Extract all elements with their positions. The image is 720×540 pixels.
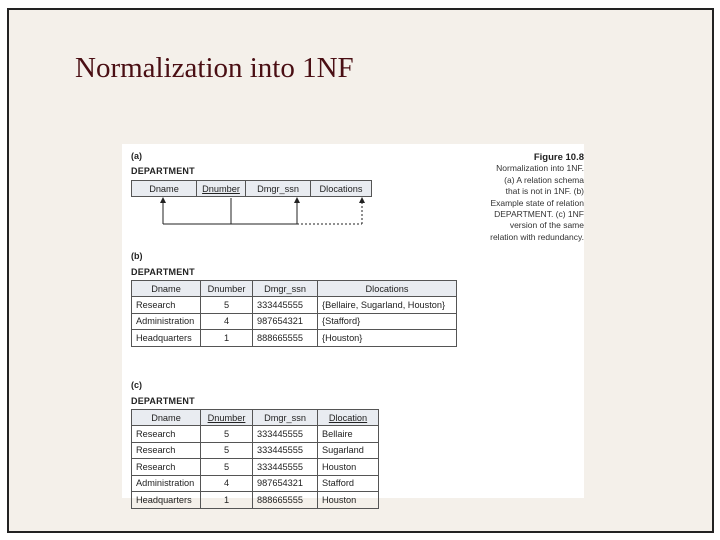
- cell-dname: Research: [132, 442, 201, 459]
- table-row: [132, 459, 379, 476]
- table-row: [132, 426, 379, 443]
- cell-dnumber: 5: [201, 442, 253, 459]
- slide-title: Normalization into 1NF: [75, 52, 354, 84]
- cell-dname: Administration: [132, 475, 201, 492]
- part-c-table: [131, 409, 379, 509]
- cell-dlocation: Sugarland: [318, 442, 379, 459]
- column-header-dnumber: Dnumber: [197, 181, 246, 197]
- caption-line: DEPARTMENT. (c) 1NF: [494, 209, 584, 220]
- cell-dnumber: 5: [201, 297, 253, 314]
- table-row: [132, 297, 457, 314]
- cell-dnumber: 1: [201, 492, 253, 509]
- column-header-dname: Dname: [132, 410, 201, 426]
- cell-dlocations: {Houston}: [318, 330, 457, 347]
- caption-title: Figure 10.8: [533, 152, 584, 163]
- cell-dnumber: 5: [201, 426, 253, 443]
- part-b-label: (b): [131, 251, 143, 261]
- cell-dlocations: {Bellaire, Sugarland, Houston}: [318, 297, 457, 314]
- caption-line: Example state of relation: [490, 197, 584, 208]
- cell-dmgr-ssn: 333445555: [253, 297, 318, 314]
- part-b-relation-name: DEPARTMENT: [131, 267, 195, 277]
- cell-dnumber: 5: [201, 459, 253, 476]
- column-header-dname: Dname: [132, 181, 197, 197]
- cell-dname: Headquarters: [132, 330, 201, 347]
- caption-line: relation with redundancy.: [490, 231, 584, 242]
- cell-dname: Headquarters: [132, 492, 201, 509]
- cell-dmgr-ssn: 333445555: [253, 459, 318, 476]
- column-header-dlocations: Dlocations: [311, 181, 372, 197]
- column-header-dmgr-ssn: Dmgr_ssn: [253, 410, 318, 426]
- cell-dlocation: Houston: [318, 459, 379, 476]
- cell-dmgr-ssn: 333445555: [253, 426, 318, 443]
- part-a-label: (a): [131, 151, 142, 161]
- table-row: [132, 330, 457, 347]
- cell-dmgr-ssn: 888665555: [253, 330, 318, 347]
- figure-10-8: [122, 144, 584, 505]
- cell-dname: Research: [132, 426, 201, 443]
- cell-dlocation: Stafford: [318, 475, 379, 492]
- table-row: [132, 492, 379, 509]
- caption-line: version of the same: [509, 220, 584, 231]
- column-header-dlocations: Dlocations: [318, 281, 457, 297]
- cell-dnumber: 4: [201, 313, 253, 330]
- column-header-dmgr-ssn: Dmgr_ssn: [253, 281, 318, 297]
- cell-dmgr-ssn: 987654321: [253, 313, 318, 330]
- dependency-arrows: [122, 144, 584, 234]
- column-header-dmgr-ssn: Dmgr_ssn: [246, 181, 311, 197]
- column-header-dname: Dname: [132, 281, 201, 297]
- cell-dnumber: 4: [201, 475, 253, 492]
- table-row: [132, 475, 379, 492]
- caption-line: (a) A relation schema: [504, 174, 584, 185]
- part-a-relation-name: DEPARTMENT: [131, 166, 195, 176]
- cell-dname: Research: [132, 459, 201, 476]
- part-c-label: (c): [131, 380, 142, 390]
- cell-dlocation: Bellaire: [318, 426, 379, 443]
- part-b-table: [131, 280, 457, 347]
- slide: [7, 8, 714, 533]
- cell-dmgr-ssn: 888665555: [253, 492, 318, 509]
- column-header-dlocation: Dlocation: [318, 410, 379, 426]
- table-row: [132, 313, 457, 330]
- cell-dmgr-ssn: 333445555: [253, 442, 318, 459]
- column-header-dnumber: Dnumber: [201, 281, 253, 297]
- cell-dname: Administration: [132, 313, 201, 330]
- caption-line: that is not in 1NF. (b): [505, 186, 584, 197]
- cell-dnumber: 1: [201, 330, 253, 347]
- caption-line: Normalization into 1NF.: [496, 163, 584, 174]
- cell-dname: Research: [132, 297, 201, 314]
- cell-dlocations: {Stafford}: [318, 313, 457, 330]
- column-header-dnumber: Dnumber: [201, 410, 253, 426]
- cell-dmgr-ssn: 987654321: [253, 475, 318, 492]
- part-c-relation-name: DEPARTMENT: [131, 396, 195, 406]
- cell-dlocation: Houston: [318, 492, 379, 509]
- table-row: [132, 442, 379, 459]
